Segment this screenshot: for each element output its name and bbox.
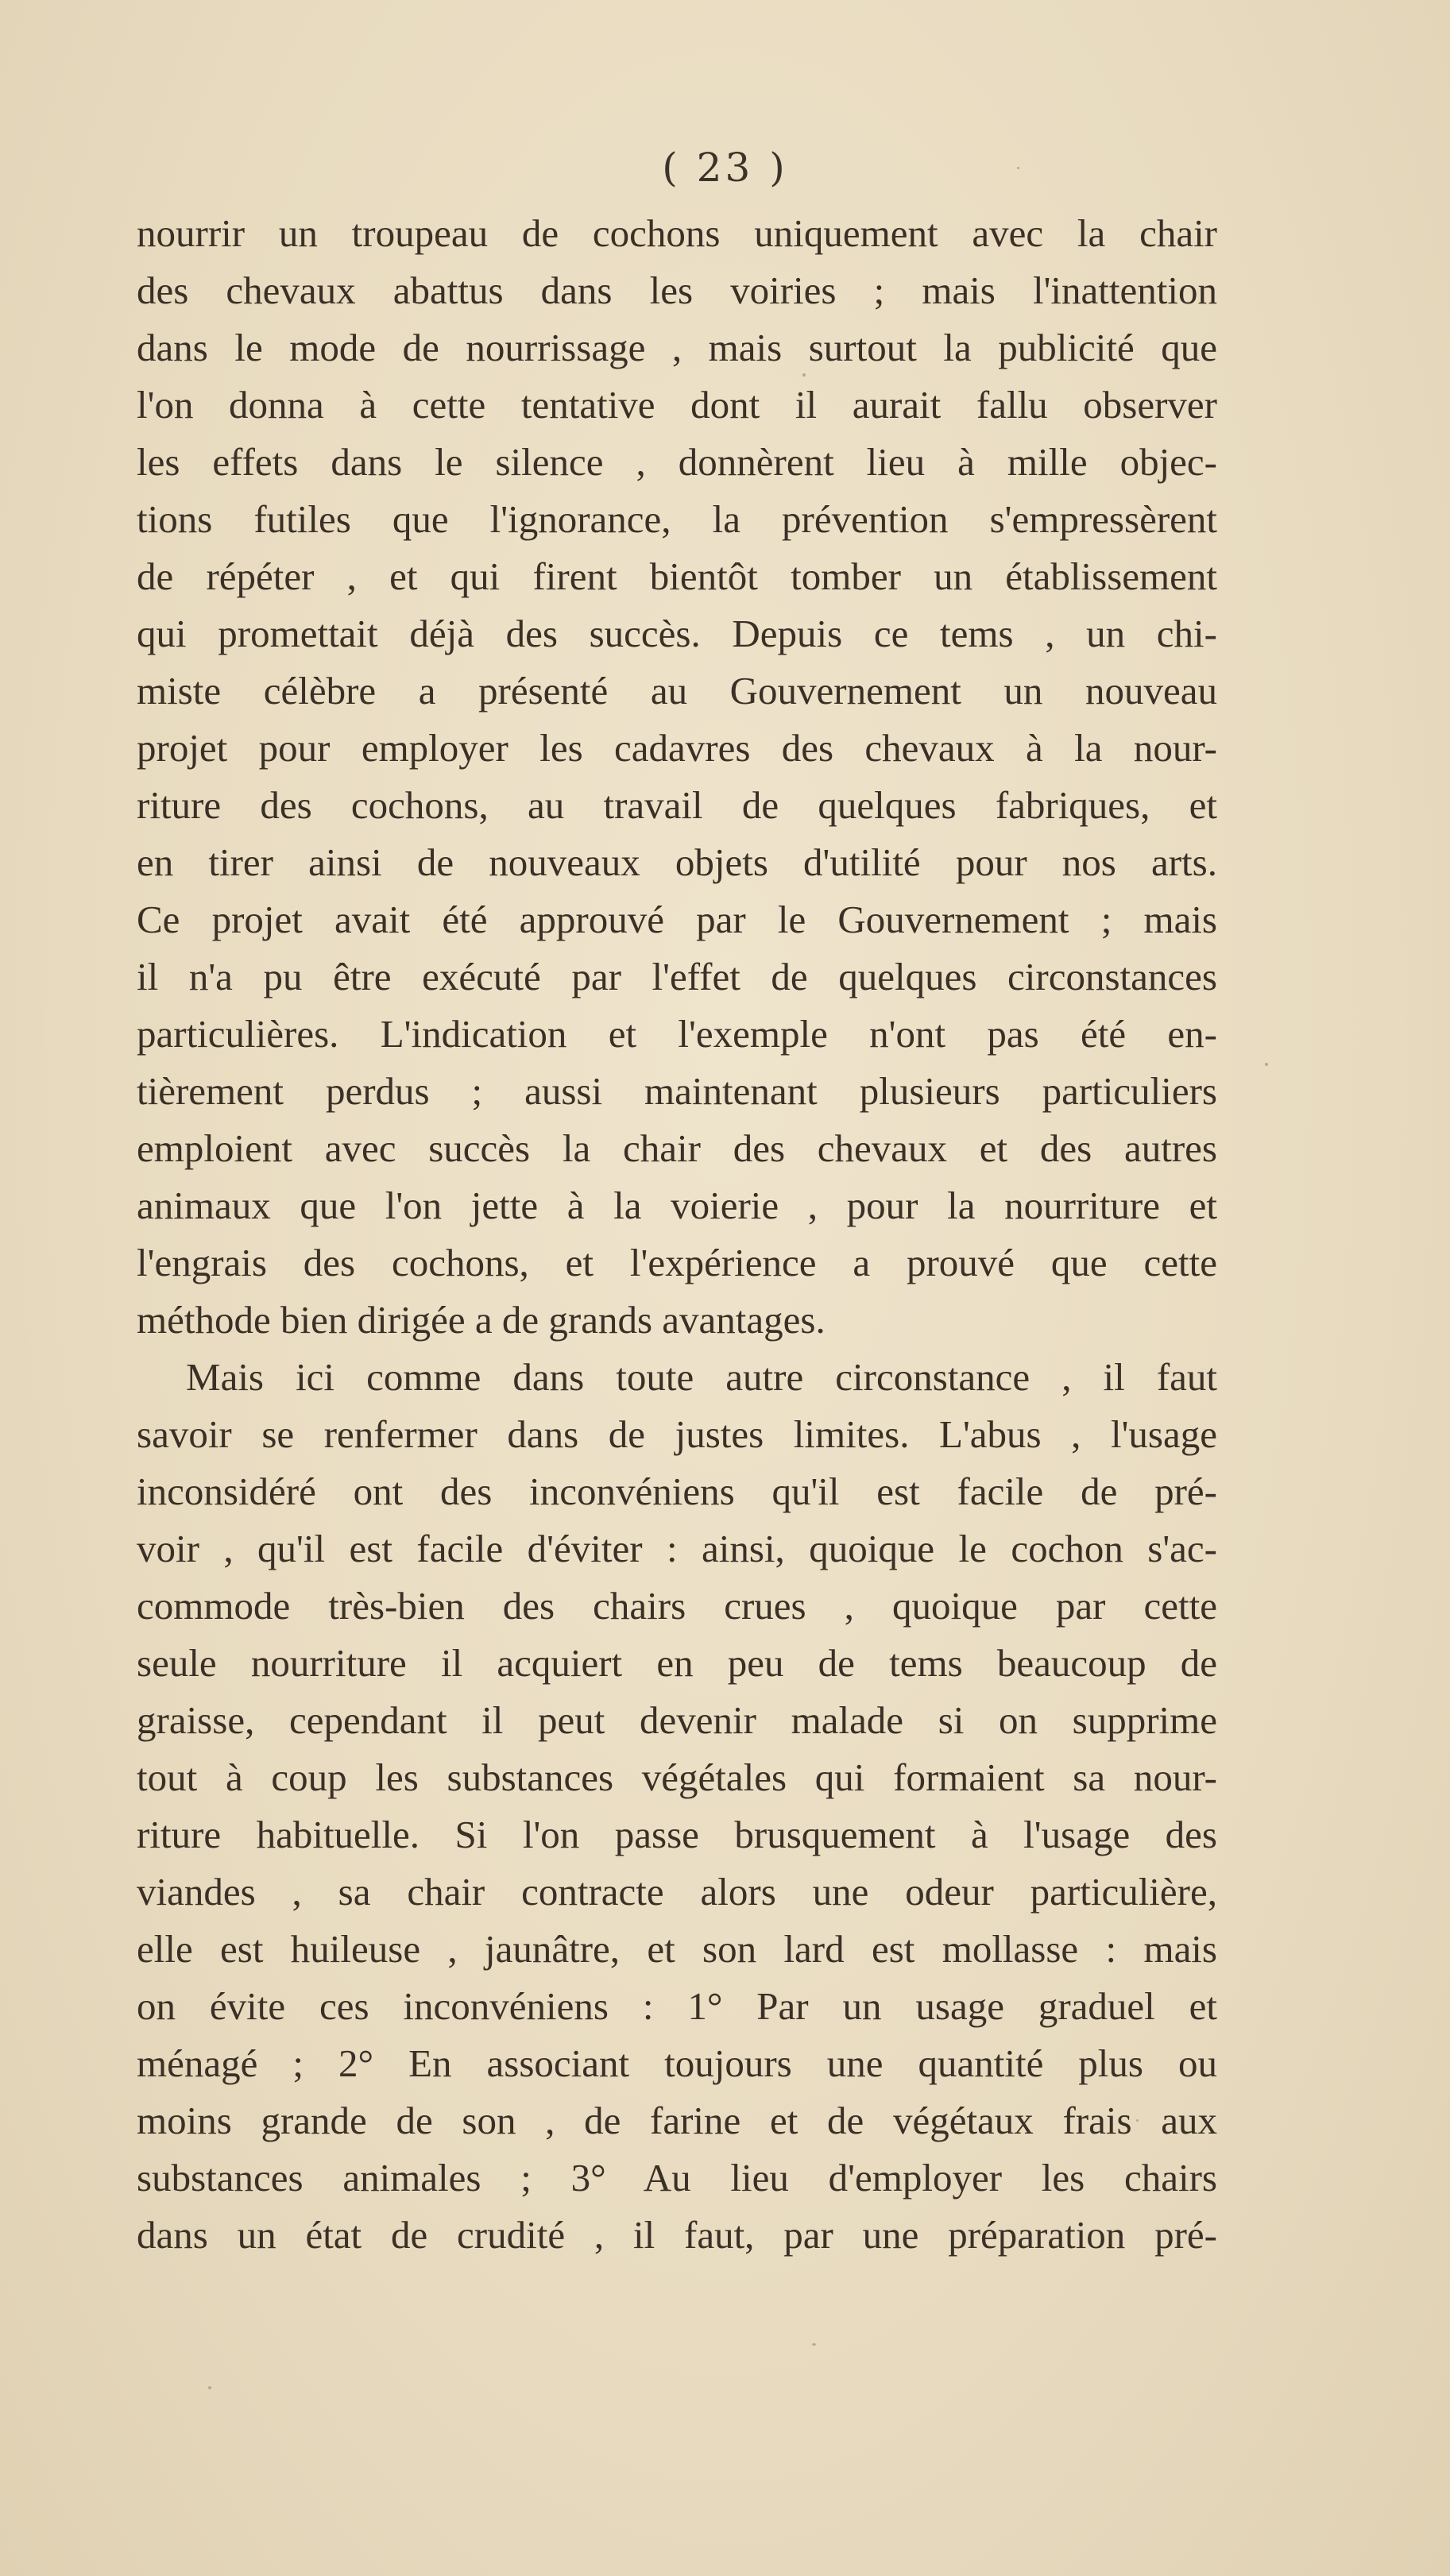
text-line: savoir se renfermer dans de justes limites. L'abus , l'usage <box>137 1412 1217 1456</box>
text-line: ménagé ; 2° En associant toujours une quantité plus ou <box>137 2041 1217 2085</box>
text-line: nourrir un troupeau de cochons uniquement avec la chair <box>137 211 1217 255</box>
text-line: inconsidéré ont des inconvéniens qu'il est facile de pré- <box>137 1470 1217 1513</box>
text-line: tout à coup les substances végétales qui formaient sa nour- <box>137 1755 1217 1799</box>
text-line: dans un état de crudité , il faut, par une préparation pré- <box>137 2213 1217 2257</box>
text-line: l'on donna à cette tentative dont il aurait fallu observer <box>137 383 1217 427</box>
text-line: seule nourriture il acquiert en peu de tems beaucoup de <box>137 1641 1217 1685</box>
text-line: projet pour employer les cadavres des chevaux à la nour- <box>137 726 1217 770</box>
text-line: elle est huileuse , jaunâtre, et son lard est mollasse : mais <box>137 1927 1217 1971</box>
text-line: substances animales ; 3° Au lieu d'employer les chairs <box>137 2156 1217 2199</box>
body-text <box>137 205 1217 2264</box>
text-line: riture des cochons, au travail de quelques fabriques, et <box>137 783 1217 827</box>
text-line: riture habituelle. Si l'on passe brusquement à l'usage des <box>137 1813 1217 1856</box>
text-line: des chevaux abattus dans les voiries ; mais l'inattention <box>137 268 1217 312</box>
text-line: Ce projet avait été approuvé par le Gouvernement ; mais <box>137 898 1217 941</box>
text-line: de répéter , et qui firent bientôt tomber un établissement <box>137 554 1217 598</box>
text-line: il n'a pu être exécuté par l'effet de quelques circonstances <box>137 955 1217 998</box>
text-line: emploient avec succès la chair des chevaux et des autres <box>137 1126 1217 1170</box>
text-line: l'engrais des cochons, et l'expérience a prouvé que cette <box>137 1241 1217 1284</box>
text-line: en tirer ainsi de nouveaux objets d'utilité pour nos arts. <box>137 840 1217 884</box>
text-line: moins grande de son , de farine et de végétaux frais aux <box>137 2099 1217 2142</box>
text-line: Mais ici comme dans toute autre circonstance , il faut <box>186 1355 1217 1399</box>
text-line: on évite ces inconvéniens : 1° Par un usage graduel et <box>137 1984 1217 2028</box>
text-line: méthode bien dirigée a de grands avantages. <box>137 1298 826 1342</box>
text-line: graisse, cependant il peut devenir malade si on supprime <box>137 1698 1217 1742</box>
text-line: voir , qu'il est facile d'éviter : ainsi, quoique le cochon s'ac- <box>137 1527 1217 1570</box>
text-line: tions futiles que l'ignorance, la prévention s'empressèrent <box>137 497 1217 541</box>
text-line: particulières. L'indication et l'exemple n'ont pas été en- <box>137 1012 1217 1056</box>
page-number: ( 23 ) <box>662 145 788 191</box>
text-line: animaux que l'on jette à la voierie , pour la nourriture et <box>137 1184 1217 1227</box>
text-line: viandes , sa chair contracte alors une odeur particulière, <box>137 1870 1217 1914</box>
text-line: commode très-bien des chairs crues , quoique par cette <box>137 1584 1217 1628</box>
text-line: miste célèbre a présenté au Gouvernement un nouveau <box>137 669 1217 713</box>
text-line: dans le mode de nourrissage , mais surtout la publicité que <box>137 326 1217 369</box>
text-line: les effets dans le silence , donnèrent lieu à mille objec- <box>137 440 1217 484</box>
text-line: tièrement perdus ; aussi maintenant plusieurs particuliers <box>137 1069 1217 1113</box>
text-line: qui promettait déjà des succès. Depuis ce tems , un chi- <box>137 612 1217 655</box>
